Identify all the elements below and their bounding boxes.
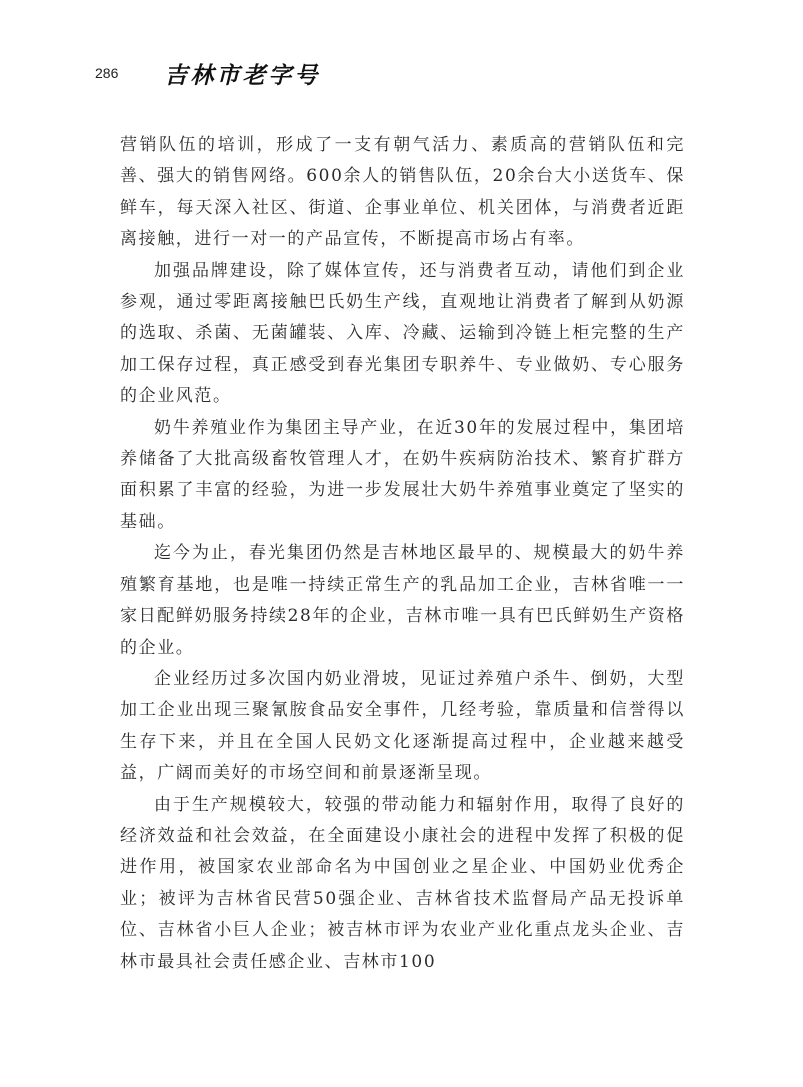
- page-number: 286: [95, 65, 119, 81]
- paragraph-unique-position: 迄今为止，春光集团仍然是吉林地区最早的、规模最大的奶牛养殖繁育基地，也是唯一持续正常生产的乳品加工企业，吉林省唯一一家日配鲜奶服务持续28年的企业，吉林市唯一具有巴氏鲜奶生产资格的企业。: [120, 543, 685, 658]
- body-text: [120, 130, 685, 978]
- page-header: [95, 58, 320, 88]
- book-title: 吉林市老字号: [164, 61, 321, 89]
- paragraph-continued: 营销队伍的培训，形成了一支有朝气活力、素质高的营销队伍和完善、强大的销售网络。600余人的销售队伍，20余台大小送货车、保鲜车，每天深入社区、街道、企事业单位、机关团体，与消费者近距离接触，进行一对一的产品宣传，不断提高市场占有率。: [120, 135, 685, 250]
- paragraph-experience: 企业经历过多次国内奶业滑坡，见证过养殖户杀牛、倒奶，大型加工企业出现三聚氰胺食品安全事件，几经考验，靠质量和信誉得以生存下来，并且在全国人民奶文化逐渐提高过程中，企业越来越受益，广阔而美好的市场空间和前景逐渐呈现。: [120, 668, 685, 784]
- paragraph-brand-building: 加强品牌建设，除了媒体宣传，还与消费者互动，请他们到企业参观，通过零距离接触巴氏奶生产线，直观地让消费者了解到从奶源的选取、杀菌、无菌罐装、入库、冷藏、运输到冷链上柜完整的生产加工保存过程，真正感受到春光集团专职养牛、专业做奶、专心服务的企业风范。: [120, 260, 685, 407]
- paragraph-honors: 由于生产规模较大，较强的带动能力和辐射作用，取得了良好的经济效益和社会效益，在全面建设小康社会的进程中发挥了积极的促进作用，被国家农业部命名为中国创业之星企业、中国奶业优秀企业；被评为吉林省民营50强企业、吉林省技术监督局产品无投诉单位、吉林省小巨人企业；被吉林市评为农业产业化重点龙头企业、吉林市最具社会责任感企业、吉林市100: [120, 794, 685, 972]
- paragraph-dairy-farming: 奶牛养殖业作为集团主导产业，在近30年的发展过程中，集团培养储备了大批高级畜牧管理人才，在奶牛疾病防治技术、繁育扩群方面积累了丰富的经验，为进一步发展壮大奶牛养殖事业奠定了坚实的基础。: [120, 417, 685, 532]
